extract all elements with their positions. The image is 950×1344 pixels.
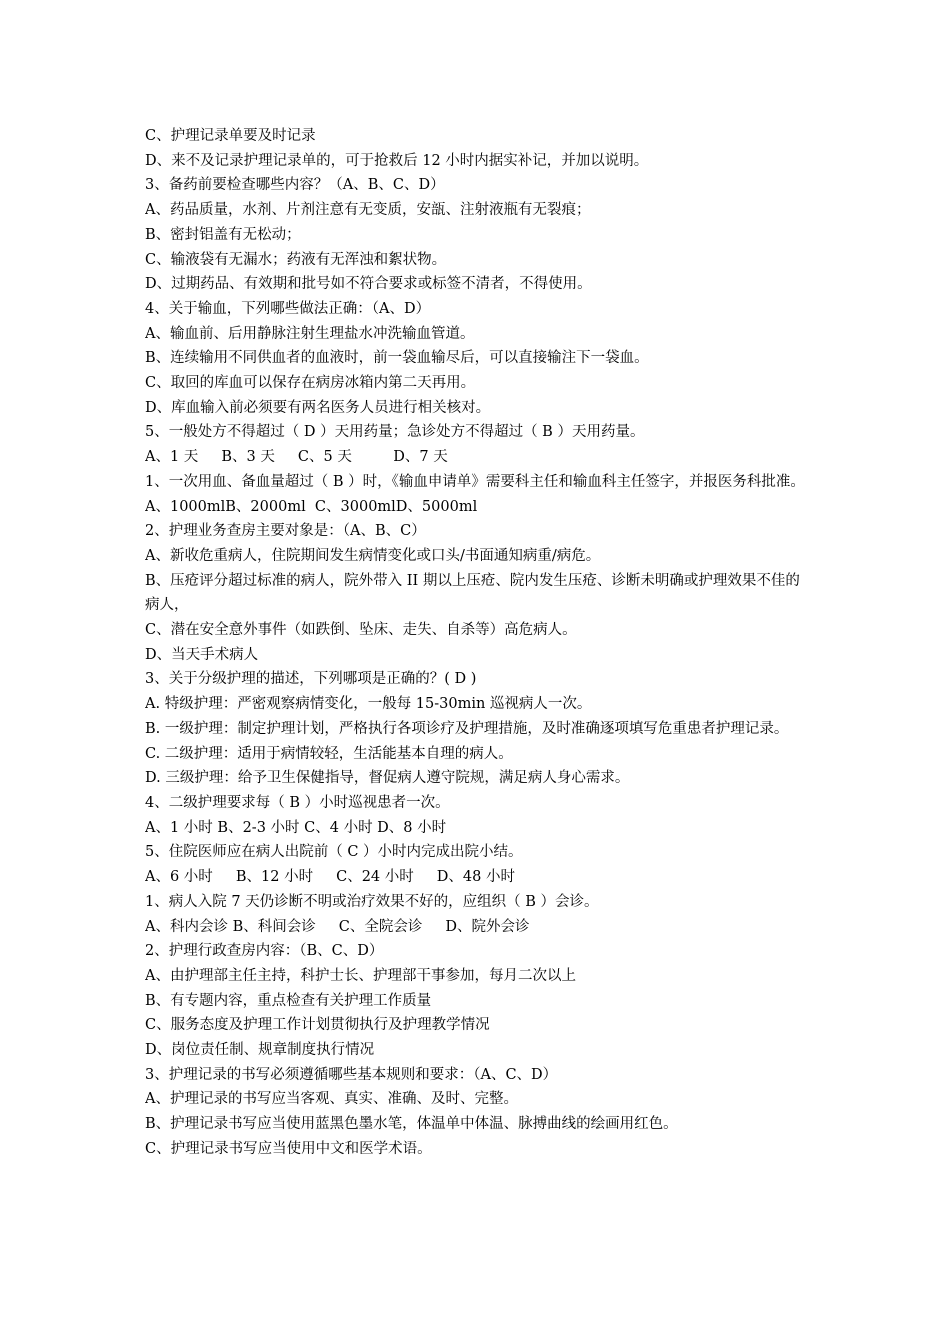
- option-line: C、服务态度及护理工作计划贯彻执行及护理教学情况: [145, 1017, 490, 1034]
- text-line: D、来不及记录护理记录单的，可于抢救后 12 小时内据实补记，并加以说明。: [145, 152, 649, 169]
- option-line: D、岗位责任制、规章制度执行情况: [145, 1042, 375, 1059]
- question-line: 5、一般处方不得超过（ D ）天用药量；急诊处方不得超过（ B ）天用药量。: [145, 424, 645, 441]
- question-line: 1、病人入院 7 天仍诊断不明或治疗效果不好的，应组织（ B ）会诊。: [145, 893, 599, 910]
- option-line: D、库血输入前必须要有两名医务人员进行相关核对。: [145, 399, 491, 416]
- option-line: B. 一级护理：制定护理计划，严格执行各项诊疗及护理措施，及时准确逐项填写危重患者护理记录。: [145, 720, 789, 737]
- question-line: 4、关于输血，下列哪些做法正确：（A、D）: [145, 300, 431, 317]
- option-line: A、由护理部主任主持，科护士长、护理部干事参加，每月二次以上: [145, 967, 576, 984]
- option-line: D. 三级护理：给予卫生保健指导，督促病人遵守院规，满足病人身心需求。: [145, 770, 630, 787]
- option-line: A、护理记录的书写应当客观、真实、准确、及时、完整。: [145, 1091, 518, 1108]
- option-line: A、6 小时 B、12 小时 C、24 小时 D、48 小时: [145, 869, 515, 886]
- option-line: D、当天手术病人: [145, 646, 259, 663]
- question-line: 3、备药前要检查哪些内容？（A、B、C、D）: [145, 177, 445, 194]
- question-line: 2、护理业务查房主要对象是：（A、B、C）: [145, 523, 426, 540]
- option-line: B、护理记录书写应当使用蓝黑色墨水笔，体温单中体温、脉搏曲线的绘画用红色。: [145, 1116, 678, 1133]
- question-line: 2、护理行政查房内容：（B、C、D）: [145, 943, 384, 960]
- option-line: C. 二级护理：适用于病情较轻，生活能基本自理的病人。: [145, 745, 513, 762]
- option-line: B、连续输用不同供血者的血液时，前一袋血输尽后，可以直接输注下一袋血。: [145, 350, 649, 367]
- question-line: 5、住院医师应在病人出院前（ C ）小时内完成出院小结。: [145, 844, 523, 861]
- option-line: D、过期药品、有效期和批号如不符合要求或标签不清者，不得使用。: [145, 276, 592, 293]
- option-line: A. 特级护理：严密观察病情变化，一般每 15-30min 巡视病人一次。: [145, 696, 592, 713]
- option-line: A、输血前、后用静脉注射生理盐水冲洗输血管道。: [145, 325, 475, 342]
- option-line: A、科内会诊 B、科间会诊 C、全院会诊 D、院外会诊: [145, 918, 530, 935]
- option-line: A、1 小时 B、2-3 小时 C、4 小时 D、8 小时: [145, 819, 447, 836]
- option-line: C、取回的库血可以保存在病房冰箱内第二天再用。: [145, 375, 476, 392]
- question-line: 1、一次用血、备血量超过（ B ）时，《输血申请单》需要科主任和输血科主任签字，并报医务科批准。: [145, 473, 805, 490]
- document-body: [145, 124, 810, 1162]
- option-line: A、1000mlB、2000ml C、3000mlD、5000ml: [145, 498, 478, 515]
- option-line: C、输液袋有无漏水；药液有无浑浊和絮状物。: [145, 251, 447, 268]
- option-line: C、护理记录书写应当使用中文和医学术语。: [145, 1140, 432, 1157]
- option-line: B、压疮评分超过标准的病人，院外带入 II 期以上压疮、院内发生压疮、诊断未明确或护理效果不佳的病人，: [145, 572, 800, 614]
- option-line: C、潜在安全意外事件（如跌倒、坠床、走失、自杀等）高危病人。: [145, 622, 577, 639]
- question-line: 3、关于分级护理的描述，下列哪项是正确的？( D ): [145, 671, 477, 688]
- text-line: C、护理记录单要及时记录: [145, 128, 316, 144]
- question-line: 4、二级护理要求每（ B ）小时巡视患者一次。: [145, 794, 450, 811]
- option-line: A、药品质量，水剂、片剂注意有无变质，安瓿、注射液瓶有无裂痕；: [145, 202, 591, 219]
- option-line: A、新收危重病人，住院期间发生病情变化或口头/书面通知病重/病危。: [145, 547, 601, 564]
- option-line: B、密封铝盖有无松动；: [145, 226, 301, 243]
- question-line: 3、护理记录的书写必须遵循哪些基本规则和要求：（A、C、D）: [145, 1066, 558, 1083]
- option-line: B、有专题内容，重点检查有关护理工作质量: [145, 992, 432, 1009]
- option-line: A、1 天 B、3 天 C、5 天 D、7 天: [145, 449, 448, 466]
